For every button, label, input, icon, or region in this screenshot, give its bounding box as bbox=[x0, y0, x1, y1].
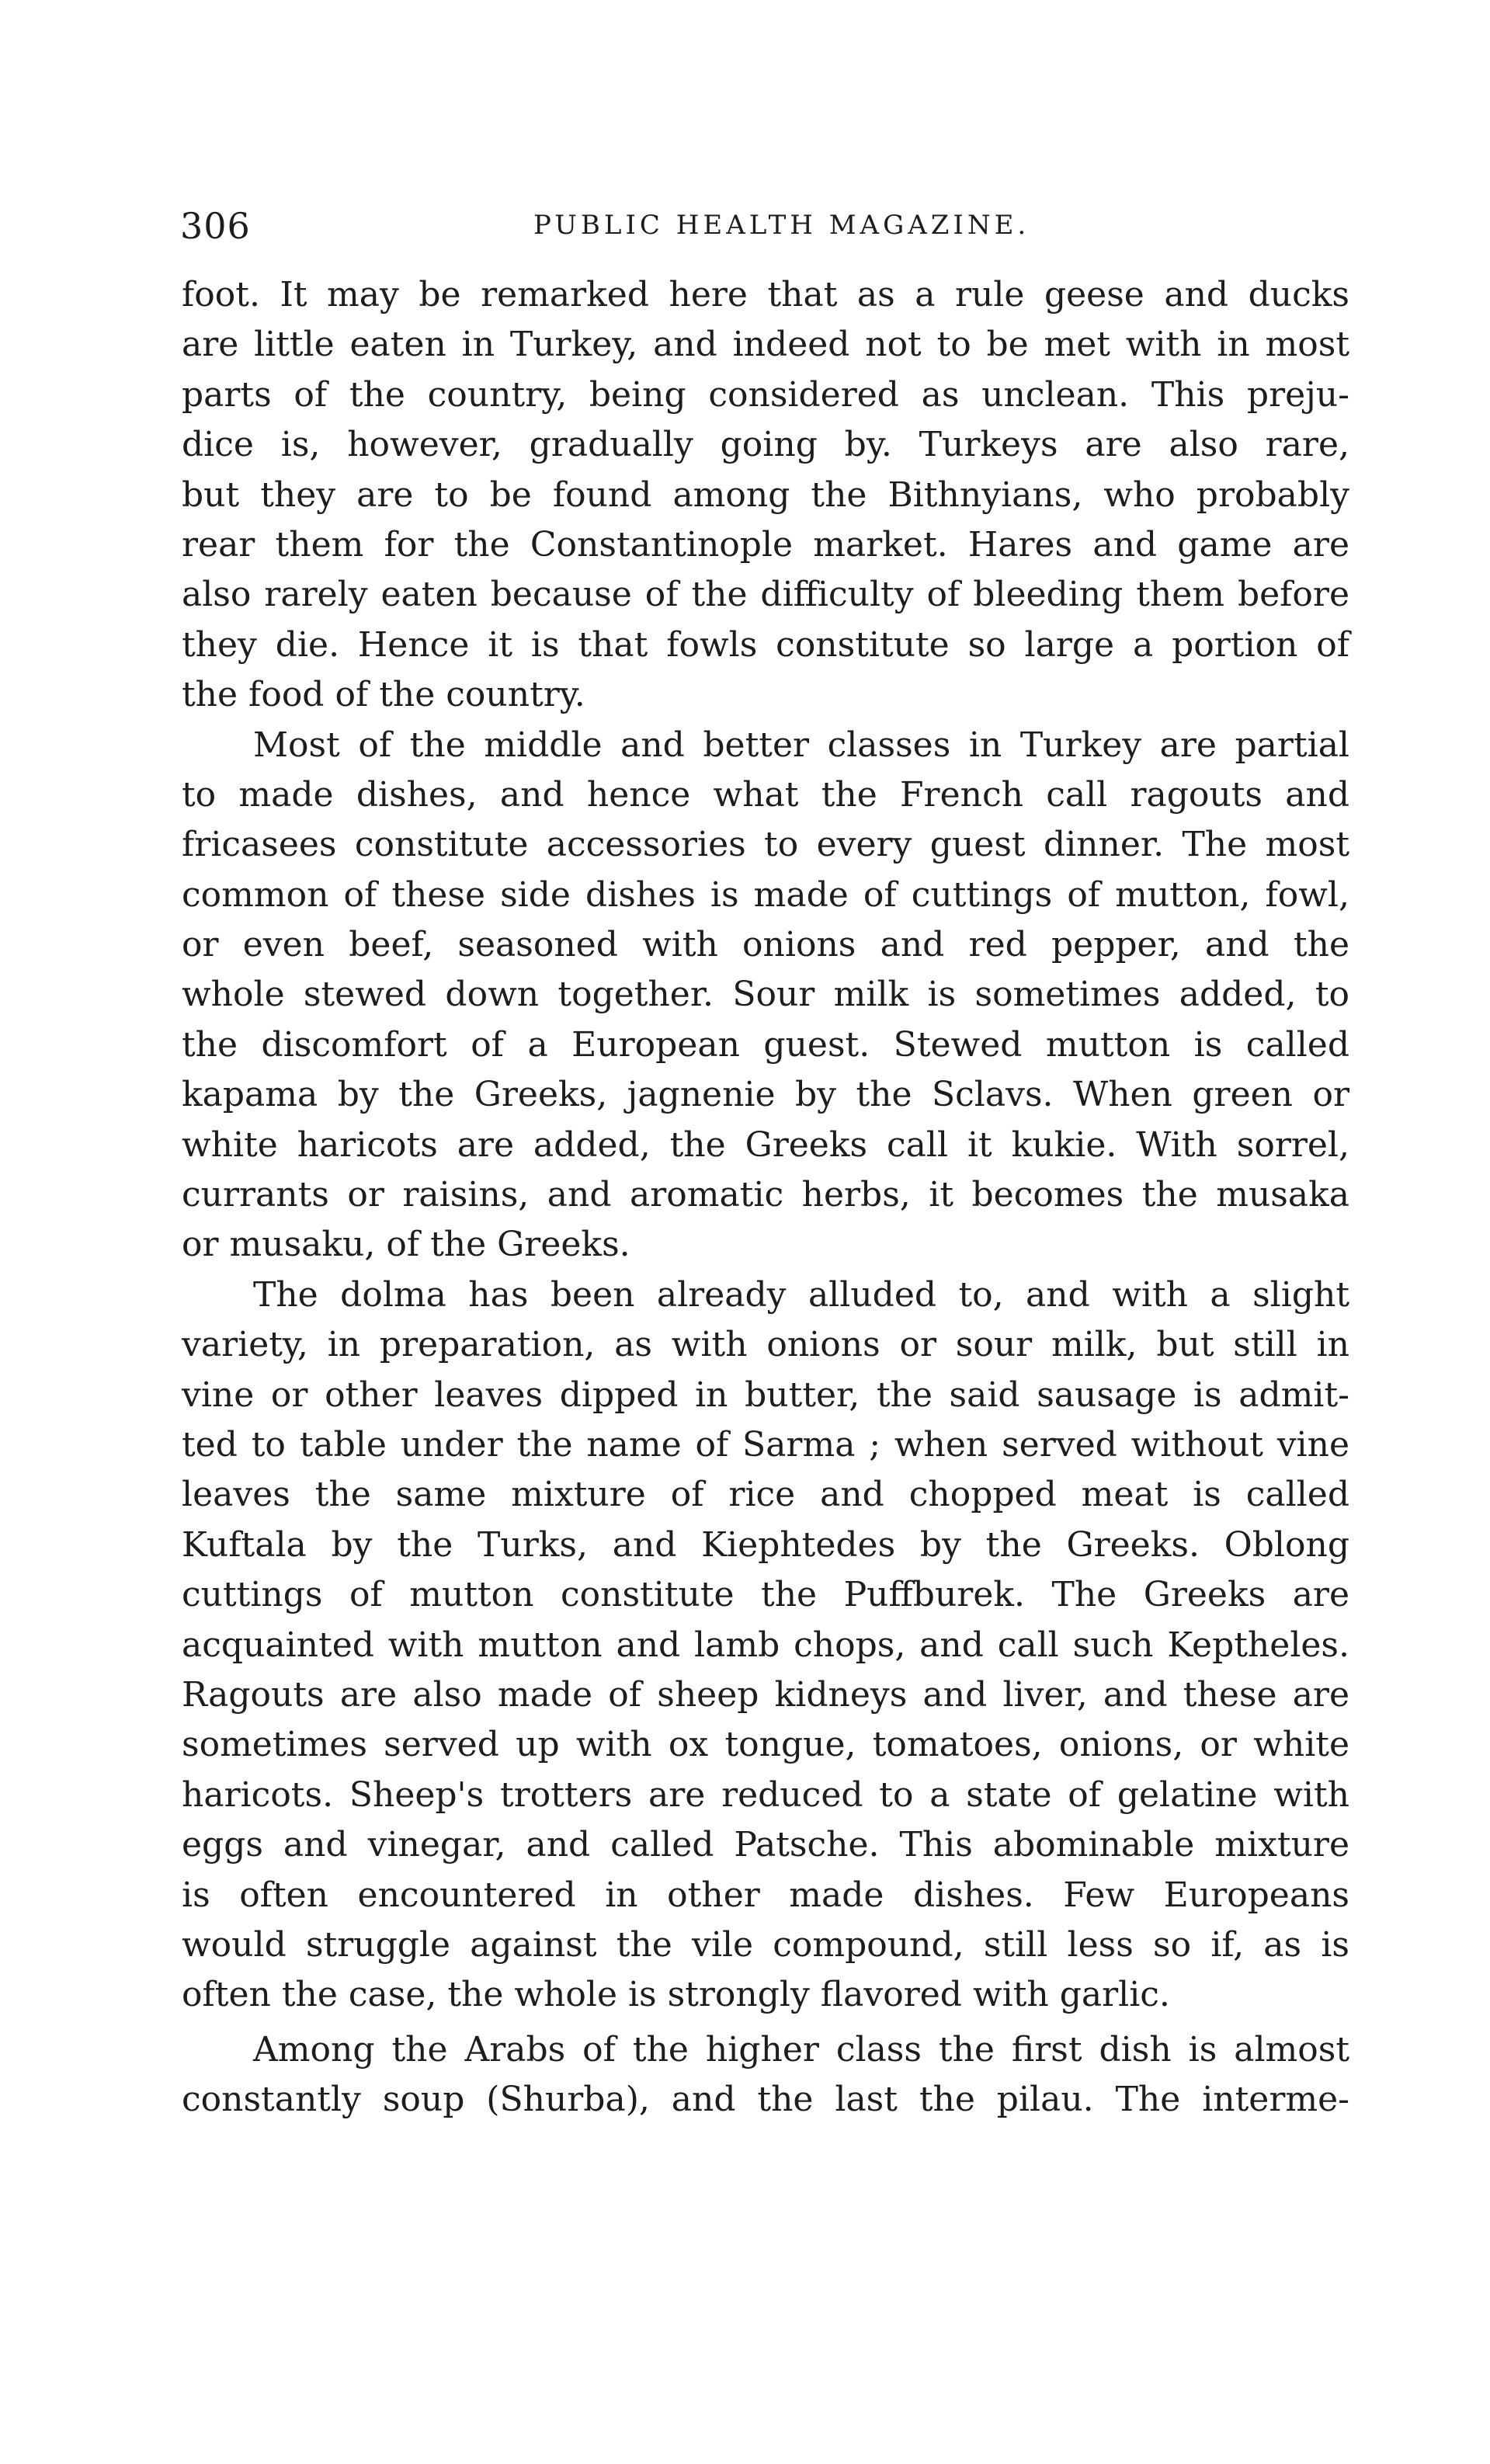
text-line: dice is, however, gradually going by. Turkeys are also rare, bbox=[182, 425, 1349, 465]
text-line: foot. It may be remarked here that as a rule geese and ducks bbox=[182, 275, 1349, 315]
text-line: eggs and vinegar, and called Patsche. This abominable mixture bbox=[182, 1825, 1349, 1865]
text-line: common of these side dishes is made of cuttings of mutton, fowl, bbox=[182, 874, 1349, 915]
text-line: vine or other leaves dipped in butter, the said sausage is admit- bbox=[182, 1374, 1349, 1415]
text-line: fricasees constitute accessories to every guest dinner. The most bbox=[182, 825, 1349, 865]
text-line: is often encountered in other made dishes. Few Europeans bbox=[182, 1875, 1349, 1915]
text-line: variety, in preparation, as with onions or sour milk, but still in bbox=[182, 1325, 1349, 1365]
text-line: parts of the country, being considered as unclean. This preju- bbox=[182, 374, 1349, 415]
text-line: Kuftala by the Turks, and Kiephtedes by the Greeks. Oblong bbox=[182, 1524, 1349, 1565]
text-line: leaves the same mixture of rice and chopped meat is called bbox=[182, 1475, 1349, 1515]
text-line: sometimes served up with ox tongue, tomatoes, onions, or white bbox=[182, 1725, 1349, 1765]
text-line: Ragouts are also made of sheep kidneys and liver, and these are bbox=[182, 1674, 1349, 1715]
body-text bbox=[182, 270, 1349, 2125]
text-line: are little eaten in Turkey, and indeed not to be met with in most bbox=[182, 325, 1349, 365]
text-line: the food of the country. bbox=[182, 675, 585, 715]
text-line: constantly soup (Shurba), and the last the pilau. The interme- bbox=[182, 2080, 1349, 2120]
text-line: rear them for the Constantinople market. Hares and game are bbox=[182, 524, 1349, 565]
text-line: acquainted with mutton and lamb chops, and call such Keptheles. bbox=[182, 1625, 1349, 1665]
paragraph bbox=[182, 721, 1349, 1270]
text-line: often the case, the whole is strongly flavored with garlic. bbox=[182, 1975, 1170, 2015]
text-line: would struggle against the vile compound, still less so if, as is bbox=[182, 1924, 1349, 1965]
paragraph bbox=[182, 270, 1349, 721]
page-header bbox=[180, 205, 1360, 252]
text-line: white haricots are added, the Greeks call it kukie. With sorrel, bbox=[182, 1124, 1349, 1165]
text-line: or musaku, of the Greeks. bbox=[182, 1225, 630, 1265]
page-number: 306 bbox=[180, 205, 251, 247]
running-head: PUBLIC HEALTH MAGAZINE. bbox=[533, 210, 1030, 241]
text-line: kapama by the Greeks, jagnenie by the Sclavs. When green or bbox=[182, 1075, 1349, 1115]
text-line: but they are to be found among the Bithnyians, who probably bbox=[182, 474, 1349, 515]
text-line: or even beef, seasoned with onions and red pepper, and the bbox=[182, 925, 1349, 965]
text-line: they die. Hence it is that fowls constitute so large a portion of bbox=[182, 624, 1349, 665]
text-line: Most of the middle and better classes in Turkey are partial bbox=[253, 725, 1349, 765]
text-line: ted to table under the name of Sarma ; when served without vine bbox=[182, 1424, 1349, 1465]
text-line: Among the Arabs of the higher class the first dish is almost bbox=[253, 2029, 1349, 2070]
text-line: the discomfort of a European guest. Stewed mutton is called bbox=[182, 1024, 1349, 1065]
text-line: haricots. Sheep's trotters are reduced to a state of gelatine with bbox=[182, 1774, 1349, 1815]
text-line: cuttings of mutton constitute the Puffburek. The Greeks are bbox=[182, 1575, 1349, 1615]
paragraph bbox=[182, 2025, 1349, 2125]
text-line: also rarely eaten because of the difficulty of bleeding them before bbox=[182, 575, 1349, 615]
paragraph bbox=[182, 1270, 1349, 2021]
text-line: The dolma has been already alluded to, and with a slight bbox=[253, 1274, 1349, 1315]
text-line: to made dishes, and hence what the French call ragouts and bbox=[182, 774, 1349, 815]
text-line: whole stewed down together. Sour milk is sometimes added, to bbox=[182, 975, 1349, 1015]
text-line: currants or raisins, and aromatic herbs, it becomes the musaka bbox=[182, 1175, 1349, 1215]
